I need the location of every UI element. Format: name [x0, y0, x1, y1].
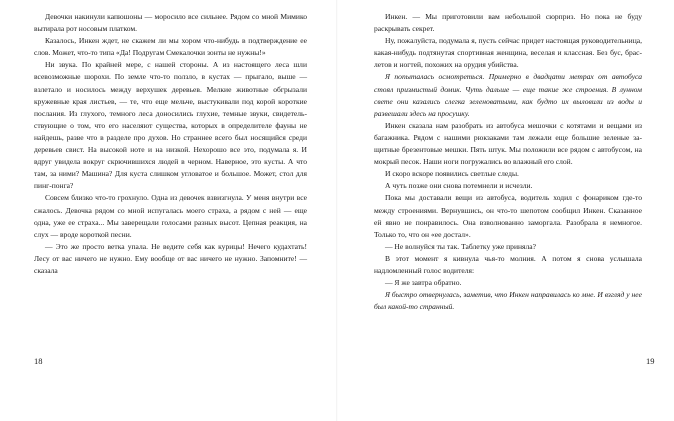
- paragraph: Казалось, Инкен ждет, не скажем ли мы хором что-нибудь в подтверждение ее слов. Может, что-то типа «Да! Подругам Смекалочки зонты не нужны!»: [34, 36, 307, 58]
- paragraph: Совсем близко что-то грохнуло. Одна из девочек взвизгнула. У меня внутри все сжалось. Девочка рядом со мной испугалась моего страха, а рядом с ней — еще одна, уже ее страха... Мы заверещали голосами разных высот. Цепная реакция, на слух — вроде короткой песни.: [34, 193, 307, 239]
- page-number-left: 18: [34, 356, 43, 366]
- page-number-right: 19: [646, 356, 655, 366]
- paragraph: Инкен. — Мы приготовили вам небольшой сюрприз. Но пока не буду раскрывать секрет.: [374, 12, 642, 34]
- paragraph-italic: Я быстро отвернулась, заметив, что Инкен направилась ко мне. И взгляд у нее был какой-то странный.: [374, 290, 642, 312]
- paragraph: Девочки накинули капюшоны — моросило все сильнее. Рядом со мной Мимико вытирала рот носовым платком.: [34, 12, 307, 34]
- paragraph: — Не волнуйся ты так. Таблетку уже приняла?: [385, 241, 536, 251]
- paragraph: — Это же просто ветка упала. Не ведите себя как курицы! Нечего кудахтать! Лесу от вас ничего не нужно. Ему вообще от вас ничего не нужно. Запомните! — сказала: [34, 241, 307, 275]
- paragraph: Инкен сказала нам разобрать из автобуса мешочки с котятами и вещами из багажника. Рядом с нашими рюкзаками там лежали еще большие зеленые защитные брезентовые мешки. Пять штук. Мы положили все рядом с автобусом, на мокрый песок. Наши ноги погружались во влажный его слой.: [374, 120, 642, 167]
- right-page: [337, 0, 674, 421]
- paragraph: Ну, пожалуйста, подумала я, пусть сейчас придет настоящая руководительница, какая-нибудь подтянутая спортивная женщина, веселая и классная. Без бус, браслетов и ногтей, похожих на орудия убийства.: [374, 36, 642, 70]
- paragraph: А чуть позже они снова потемнели и исчезли.: [385, 181, 533, 191]
- paragraph: В этот момент я кивнула чья-то молния. А потом я снова услышала надломленный голос водителя:: [374, 253, 642, 275]
- paragraph: Ни звука. По крайней мере, с нашей стороны. А из настоящего леса шли всевозможные шорохи. По земле что-то ползло, в кустах — прыгало, выше — взлетало и носилось между верхушек деревьев. Мелкие животные обгрызали кружевные края листьев, — те, что еще мельче, выстукивали под корой короткие послания. Из глухого, темного леса доносились глухие, темные звуки, свидетельствующие о том, что его населяют существа, которых в определителе фауны не найдешь, разве что в разделе про духов. Но страннее всего был носящийся среди деревьев свист. На высокой ноте и на низкой. Нехорошо все это, подумала я. И вдруг увидела вокруг скрючившихся людей в черном. Наверное, это кусты. А что там, за ними? Машина? Для куста слишком угловатое и большое. Может, стол для пинг-понга?: [34, 60, 307, 191]
- left-page-text: [34, 11, 307, 277]
- paragraph-italic: Я попыталась осмотреться. Примерно в двадцати метрах от автобуса стоял призмистый домик. Чуть дальше — еще такие же строения. В лунном свете они казались слегка зеленоватыми, как будто их выловили из воды и развешали здесь на просушку.: [374, 72, 642, 118]
- paragraph: Пока мы доставали вещи из автобуса, водитель ходил с фонариком где-то между строениями. Вернувшись, он что-то шепотом сообщил Инкен. Сказанное ей явно не понравилось. Она взволнованно заморгала. Разобрала я немногое. Только то, что он «ее достал».: [374, 193, 642, 239]
- paragraph: И скоро вскоре появились светлые следы.: [385, 169, 519, 179]
- paragraph: — Я же завтра обратно.: [385, 278, 462, 288]
- right-page-text: [374, 11, 642, 313]
